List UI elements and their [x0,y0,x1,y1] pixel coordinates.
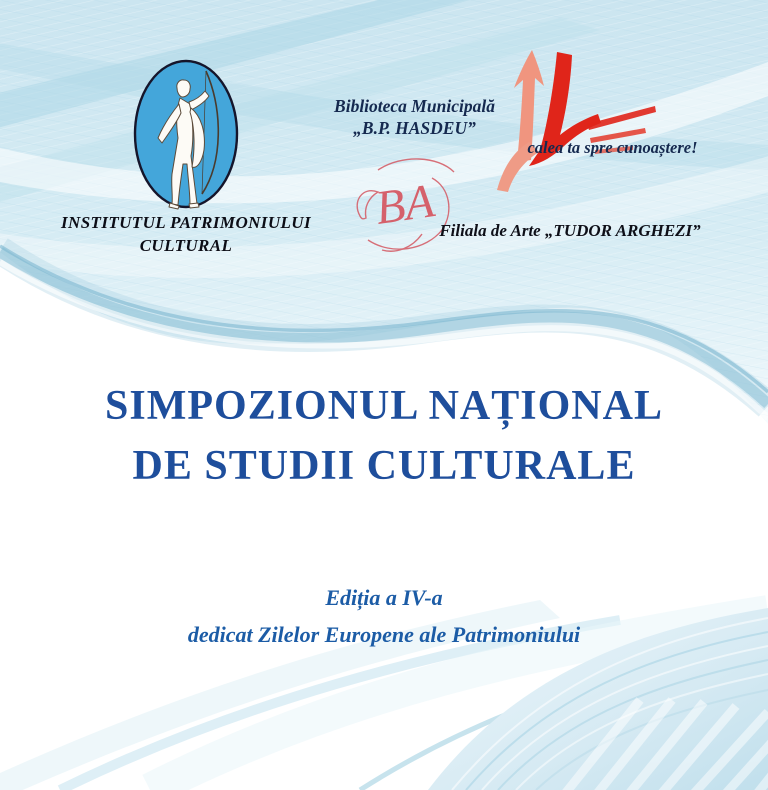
library-name-line1: Biblioteca Municipală [334,96,495,116]
ipc-apollo-logo [133,58,239,210]
page-title-line2: DE STUDII CULTURALE [132,443,636,489]
library-name-line2: „B.P. HASDEU” [353,118,476,138]
library-slogan: calea ta spre cunoaștere! [527,138,698,157]
arte-monogram-icon [352,150,470,258]
hasdeu-brush-logo [487,44,659,194]
svg-text:BA: BA [372,174,438,235]
institute-name [36,211,336,257]
page-title [0,376,768,496]
library-name [322,95,507,139]
page-title-line1: SIMPOZIONUL NAȚIONAL [105,383,663,429]
institute-name-line2: CULTURAL [139,236,233,255]
edition-label: Ediția a IV-a [325,585,443,610]
subtitle [0,579,768,653]
branch-name: Filiala de Arte „TUDOR ARGHEZI” [439,221,701,240]
institute-name-line1: INSTITUTUL PATRIMONIULUI [61,213,311,232]
dedication-label: dedicat Zilelor Europene ale Patrimoniului [187,622,581,647]
